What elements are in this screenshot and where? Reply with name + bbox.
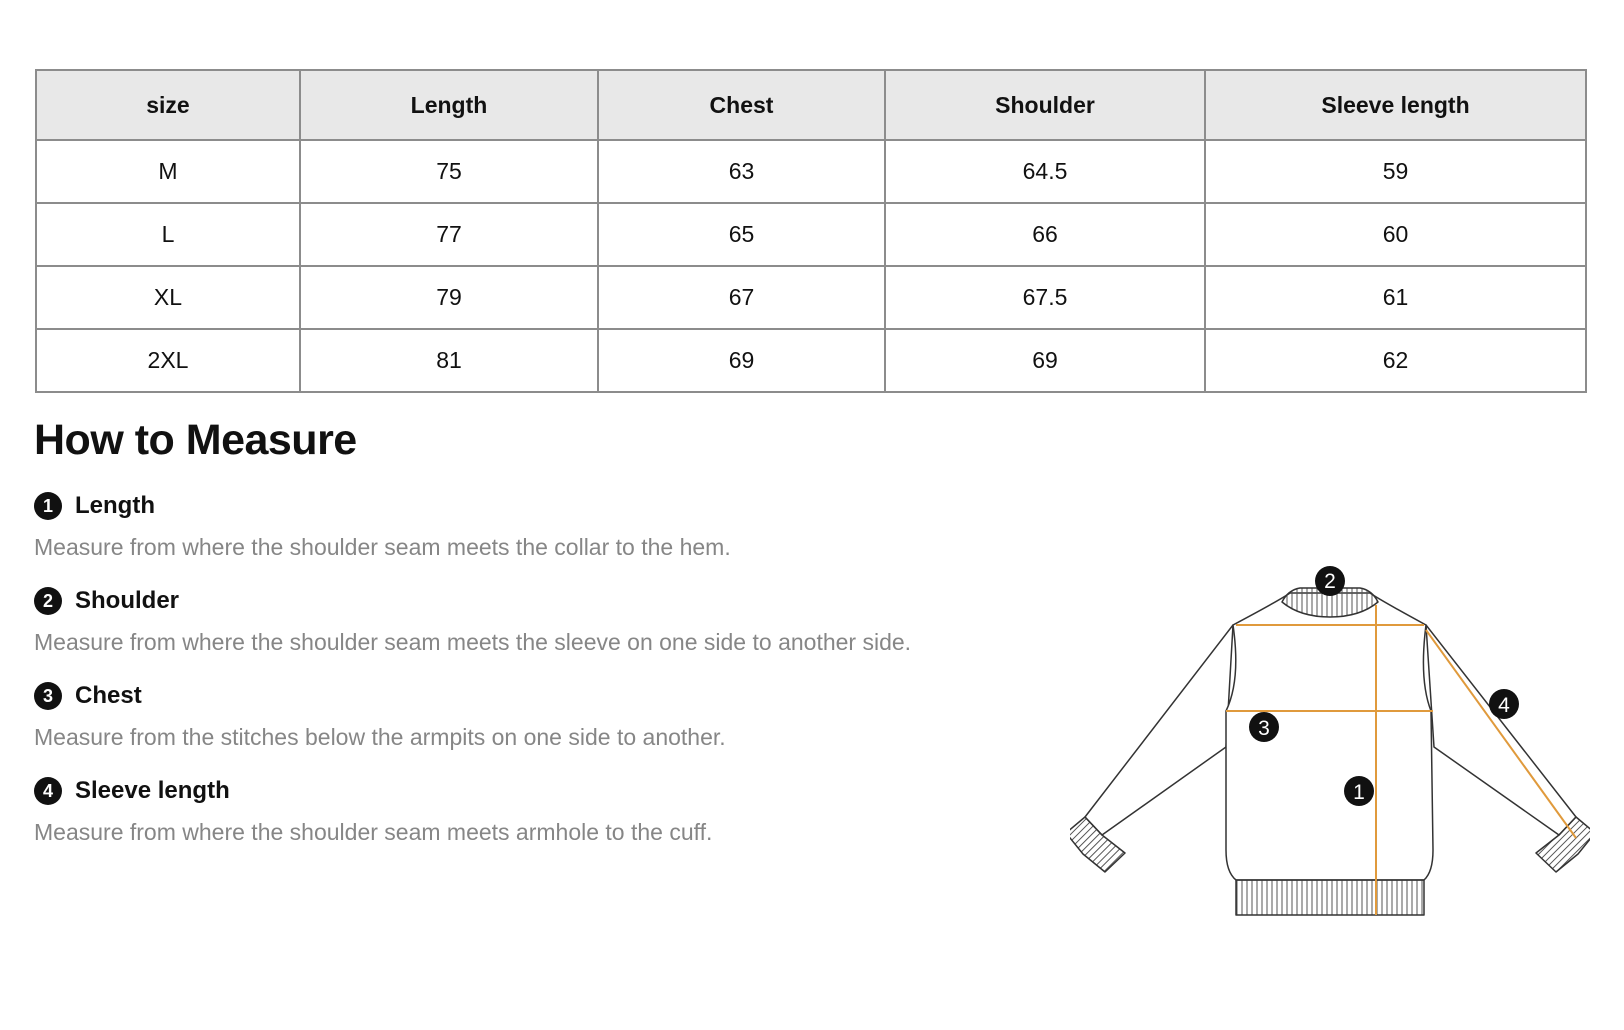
marker-label: 4 [1498,694,1510,717]
marker-2 [1315,566,1345,596]
measure-step-sleeve-length [34,775,712,846]
table-row [36,329,1586,392]
table-cell: 75 [300,140,598,203]
step-description: Measure from the stitches below the armpits on one side to another. [34,724,726,750]
table-row [36,266,1586,329]
step-title: Shoulder [75,587,180,614]
marker-1 [1344,776,1374,806]
step-number-badge: 3 [34,682,62,710]
measure-step-shoulder [34,585,911,656]
step-description: Measure from where the shoulder seam meets the sleeve on one side to another side. [34,629,912,655]
measure-step-length [34,490,731,561]
left-sleeve [1085,625,1233,835]
table-cell: L [36,203,300,266]
header-size: size [36,70,300,140]
table-cell: 69 [598,329,885,392]
right-sleeve [1426,625,1576,835]
table-row [36,140,1586,203]
step-number-badge: 2 [34,587,62,615]
hem-band [1236,880,1424,915]
table-row [36,203,1586,266]
table-cell: XL [36,266,300,329]
table-cell: M [36,140,300,203]
table-cell: 67 [598,266,885,329]
step-description: Measure from where the shoulder seam meets the collar to the hem. [34,534,731,560]
table-cell: 66 [885,203,1205,266]
step-title: Sleeve length [75,777,230,804]
step-title: Length [75,492,155,519]
how-to-measure-title: How to Measure [34,416,357,464]
step-number-badge: 1 [34,492,62,520]
size-chart-table [35,69,1587,393]
table-header-row [36,70,1586,140]
table-cell: 77 [300,203,598,266]
table-cell: 59 [1205,140,1586,203]
marker-label: 2 [1324,570,1336,593]
table-cell: 81 [300,329,598,392]
table-cell: 2XL [36,329,300,392]
header-sleeve-length: Sleeve length [1205,70,1586,140]
table-cell: 62 [1205,329,1586,392]
marker-label: 1 [1353,781,1365,804]
table-cell: 64.5 [885,140,1205,203]
header-chest: Chest [598,70,885,140]
table-cell: 65 [598,203,885,266]
marker-4 [1489,689,1519,719]
measure-step-chest [34,680,726,751]
table-cell: 67.5 [885,266,1205,329]
table-cell: 69 [885,329,1205,392]
marker-3 [1249,712,1279,742]
header-length: Length [300,70,598,140]
marker-label: 3 [1258,717,1270,740]
table-cell: 63 [598,140,885,203]
step-number-badge: 4 [34,777,62,805]
step-description: Measure from where the shoulder seam meets armhole to the cuff. [34,819,713,845]
header-shoulder: Shoulder [885,70,1205,140]
step-title: Chest [75,682,142,709]
table-cell: 60 [1205,203,1586,266]
table-cell: 61 [1205,266,1586,329]
sweater-measurement-diagram [1070,555,1590,930]
table-cell: 79 [300,266,598,329]
